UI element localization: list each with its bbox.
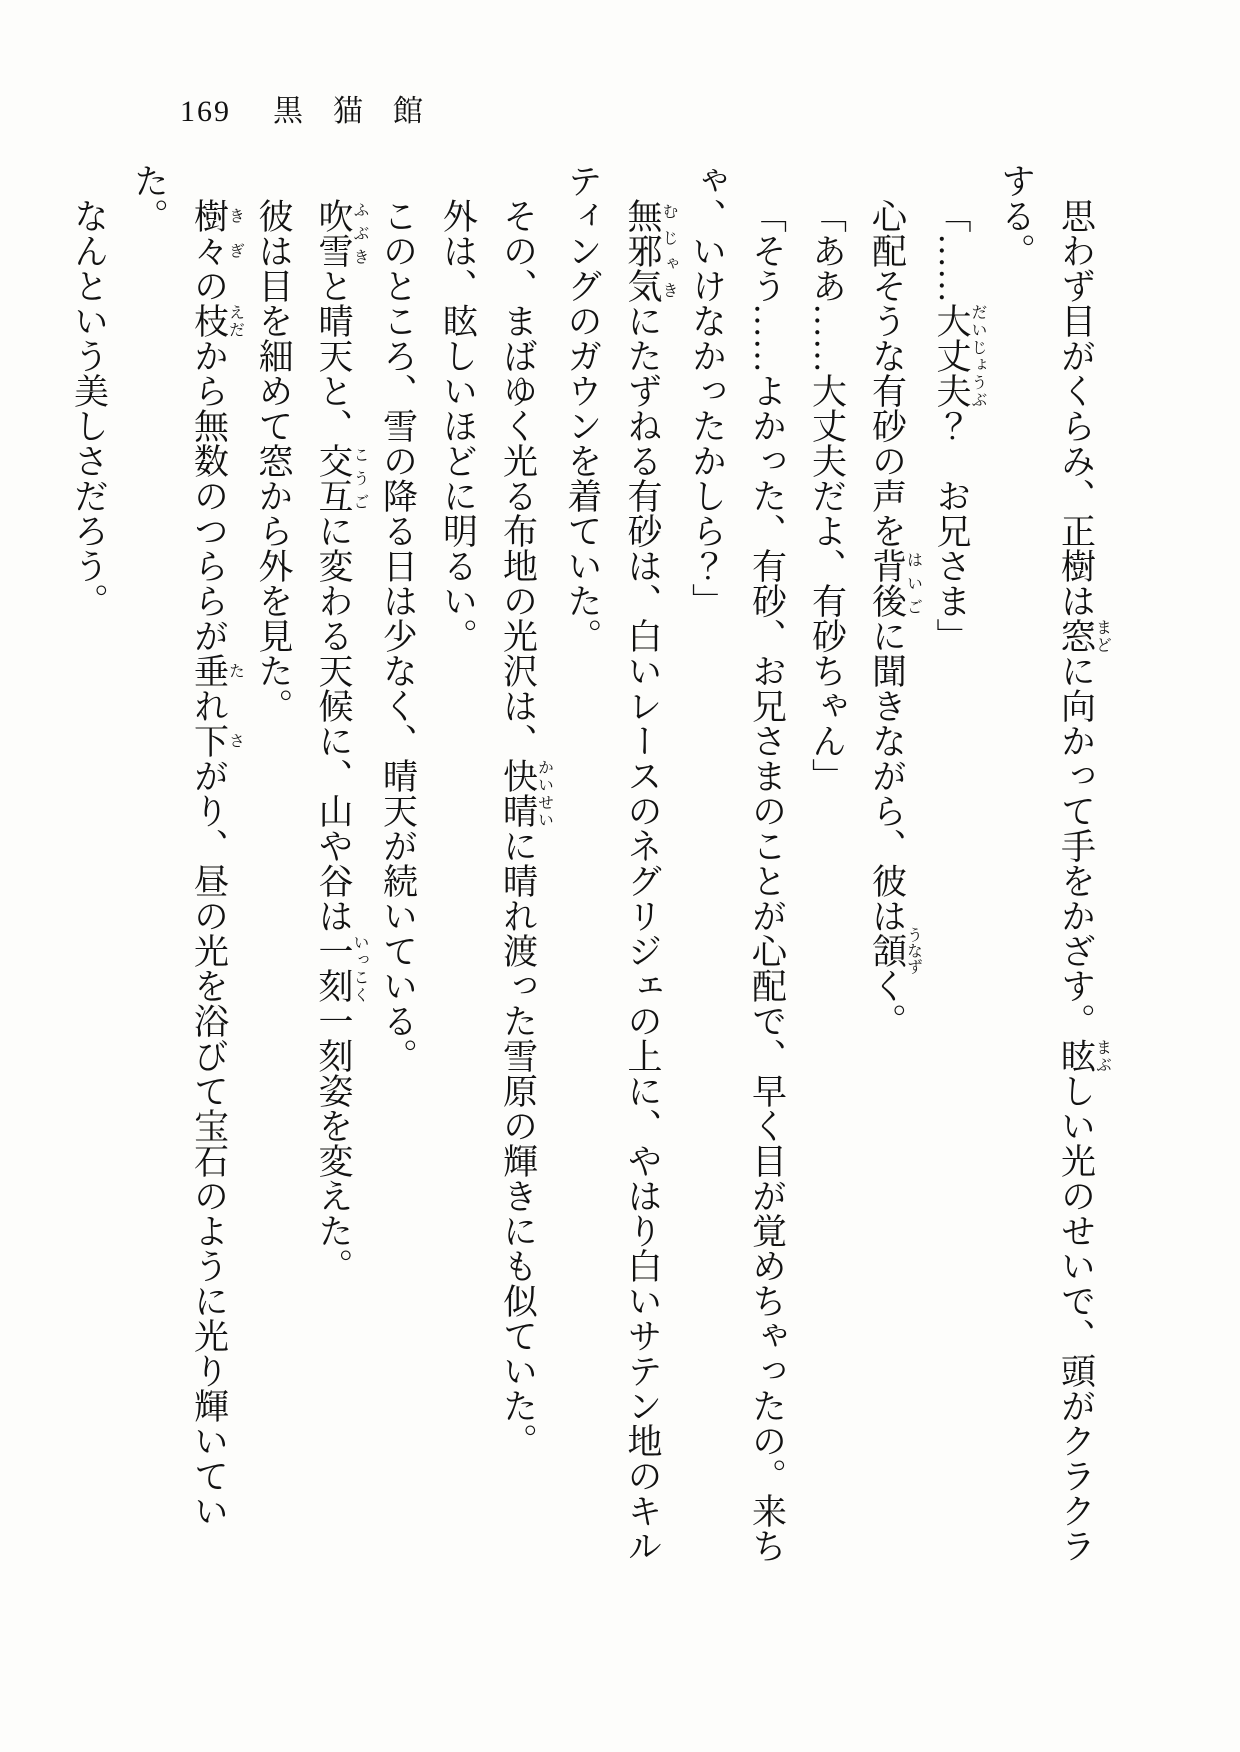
ruby-annotated-word: 窓まど [1056, 618, 1111, 653]
book-title: 黒 猫 館 [273, 95, 423, 128]
text-line: 「ああ……大丈夫だよ、有砂ちゃん」 [807, 198, 847, 793]
text-line: する。 [996, 163, 1036, 268]
text-line: その、まばゆく光る布地の光沢は、快晴かいせいに晴れ渡った雪原の輝きにも似ていた。 [498, 198, 553, 1458]
text-line: 外は、眩しいほどに明るい。 [438, 198, 478, 653]
ruby-annotated-word: 樹々きぎ [189, 198, 244, 268]
text-line: ゃ、いけなかったかしら？」 [687, 163, 727, 618]
ruby-annotated-word: 背後はいご [867, 548, 922, 618]
text-line: 「……大丈夫だいじょうぶ？ お兄さま」 [932, 198, 986, 653]
page-number: 169 [180, 95, 231, 128]
text-line: 彼は目を細めて窓から外を見た。 [254, 198, 293, 723]
text-line: 無邪気むじゃきにたずねる有砂は、白いレースのネグリジェの上に、やはり白いサテン地のキル [623, 198, 677, 1563]
ruby-annotated-word: 眩まぶ [1056, 1038, 1111, 1073]
ruby-annotated-word: 快晴かいせい [498, 758, 553, 828]
ruby-annotated-word: 大丈夫だいじょうぶ [932, 303, 986, 408]
text-line: 心配そうな有砂の声を背後はいごに聞きながら、彼は頷うなずく。 [867, 198, 922, 1038]
ruby-annotated-word: 交互こうご [314, 443, 368, 513]
ruby-annotated-word: 無邪気むじゃき [623, 198, 677, 303]
ruby-annotated-word: 頷うなず [867, 926, 922, 975]
text-line: ティングのガウンを着ていた。 [563, 163, 602, 653]
text-line: 思わず目がくらみ、正樹は窓まどに向かって手をかざす。眩まぶしい光のせいで、頭がクラクラ [1056, 198, 1111, 1563]
text-line: 吹雪ふぶきと晴天と、交互こうごに変わる天候に、山や谷は一刻いっこく一刻姿を変えた。 [314, 198, 368, 1283]
text-line: このところ、雪の降る日は少なく、晴天が続いている。 [378, 198, 418, 1073]
ruby-annotated-word: 枝えだ [189, 303, 244, 338]
ruby-annotated-word: 一刻いっこく [314, 933, 368, 1003]
text-line: 樹々きぎの枝えだから無数のつららが垂たれ下さがり、昼の光を浴びて宝石のように光り輝いていた。 [129, 163, 244, 1528]
text-block [59, 163, 1111, 1573]
running-head [180, 94, 423, 130]
ruby-annotated-word: 垂た [189, 653, 244, 688]
ruby-annotated-word: 下さ [189, 723, 244, 758]
text-line: 「そう……よかった、有砂、お兄さまのことが心配で、早く目が覚めちゃったの。来ち [747, 198, 787, 1563]
ruby-annotated-word: 吹雪ふぶき [314, 198, 368, 268]
text-line: なんという美しさだろう。 [69, 198, 109, 618]
